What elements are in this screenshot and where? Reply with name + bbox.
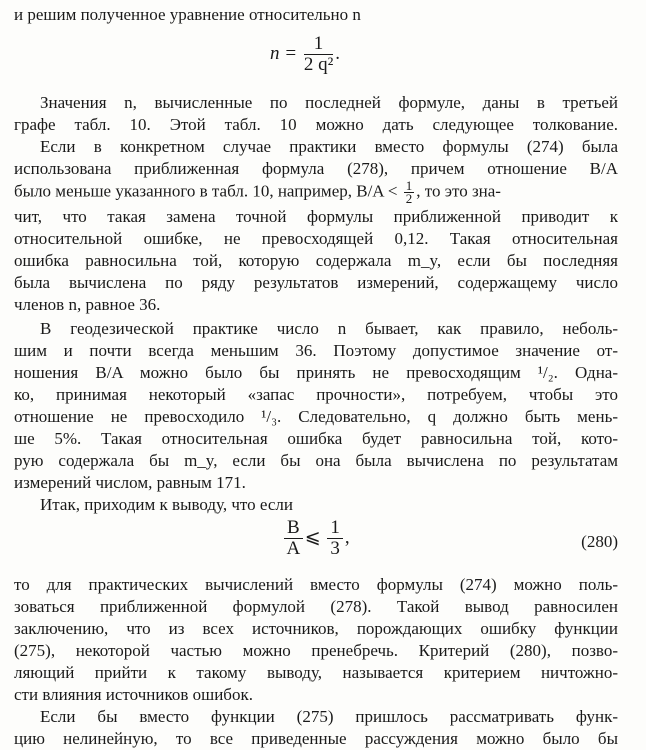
text-line: ошибка равносильна той, которую содержала m_y, если бы последняя: [14, 251, 618, 270]
text-line: заключению, что из всех источников, порождающих ошибку функции: [14, 619, 618, 638]
text-line: Итак, приходим к выводу, что если: [40, 495, 293, 514]
text-line: ше 5%. Такая относительная ошибка будет равносильна той, кото-: [14, 429, 618, 448]
numerator: B: [284, 518, 303, 539]
text-line: (275), некоторой частью можно пренебречь. Критерий (280), позво-: [14, 641, 618, 660]
text-line: использована приближенная формула (278), причем отношение B/A: [14, 159, 618, 178]
text-line: рую содержала бы m_y, если бы она была вычислена по результатам: [14, 451, 618, 470]
formula-fraction-third: [327, 518, 343, 559]
text-line: членов n, равное 36.: [14, 295, 161, 314]
denominator: 3: [330, 538, 340, 559]
text-line-with-fraction: [14, 180, 618, 205]
text-line: сти влияния источников ошибок.: [14, 685, 253, 704]
numerator: 1: [327, 518, 343, 539]
text-line: чит, что такая замена точной формулы приближенной приводит к: [14, 207, 618, 226]
text-line: относительной ошибке, не превосходящей 0,12. Такая относительная: [14, 229, 618, 248]
text-segment: было меньше указанного в табл. 10, например, B/A <: [14, 181, 398, 201]
text-line: зоваться приближенной формулой (278). Такой вывод равносилен: [14, 597, 618, 616]
text-line: ко, принимая некоторый «запас прочности», потребуем, чтобы это: [14, 385, 618, 404]
text-line: шим и почти всегда меньшим 36. Поэтому допустимое значение от-: [14, 341, 618, 360]
text-line: графе табл. 10. Этой табл. 10 можно дать следующее толкование.: [14, 115, 618, 134]
text-line: В геодезической практике число n бывает, как правило, неболь-: [40, 319, 618, 338]
formula-fraction: [304, 34, 333, 75]
numerator: 1: [405, 178, 413, 193]
numerator: 1: [304, 34, 333, 55]
text-segment: , то это зна-: [416, 181, 501, 201]
denominator: A: [286, 538, 301, 559]
text-line: ляющий прийти к такому выводу, называется критерием ничтожно-: [14, 663, 618, 682]
text-line: и решим полученное уравнение относительно n: [14, 5, 361, 24]
text-line: измерений числом, равным 171.: [14, 473, 246, 492]
relation-sign: ⩽: [304, 526, 321, 548]
formula-trail: ,: [344, 526, 350, 548]
text-line: Если бы вместо функции (275) пришлось рассматривать функ-: [40, 707, 618, 726]
text-line: была вычислена по ряду результатов измерений, содержащему число: [14, 273, 618, 292]
text-line: Значения n, вычисленные по последней формуле, даны в третьей: [40, 93, 618, 112]
formula-fraction-ba: [284, 518, 303, 559]
text-line: то для практических вычислений вместо формулы (274) можно поль-: [14, 575, 618, 594]
formula-280: [282, 518, 350, 559]
text-line: ношения B/A можно было бы принять не превосходящим ¹/₂. Одна-: [14, 363, 618, 382]
text-line: Если в конкретном случае практики вместо формулы (274) была: [40, 137, 618, 156]
formula-lhs: n =: [270, 42, 298, 64]
denominator: 2 q²: [303, 54, 334, 75]
formula-n: [270, 34, 340, 75]
text-line: цию нелинейную, то все приведенные рассуждения можно было бы: [14, 729, 618, 748]
equation-number: (280): [581, 532, 618, 551]
formula-trail: .: [335, 42, 341, 64]
denominator: 2: [405, 191, 413, 206]
inline-fraction: [404, 180, 415, 205]
text-line: отношение не превосходило ¹/₃. Следовательно, q должно быть мень-: [14, 407, 618, 426]
